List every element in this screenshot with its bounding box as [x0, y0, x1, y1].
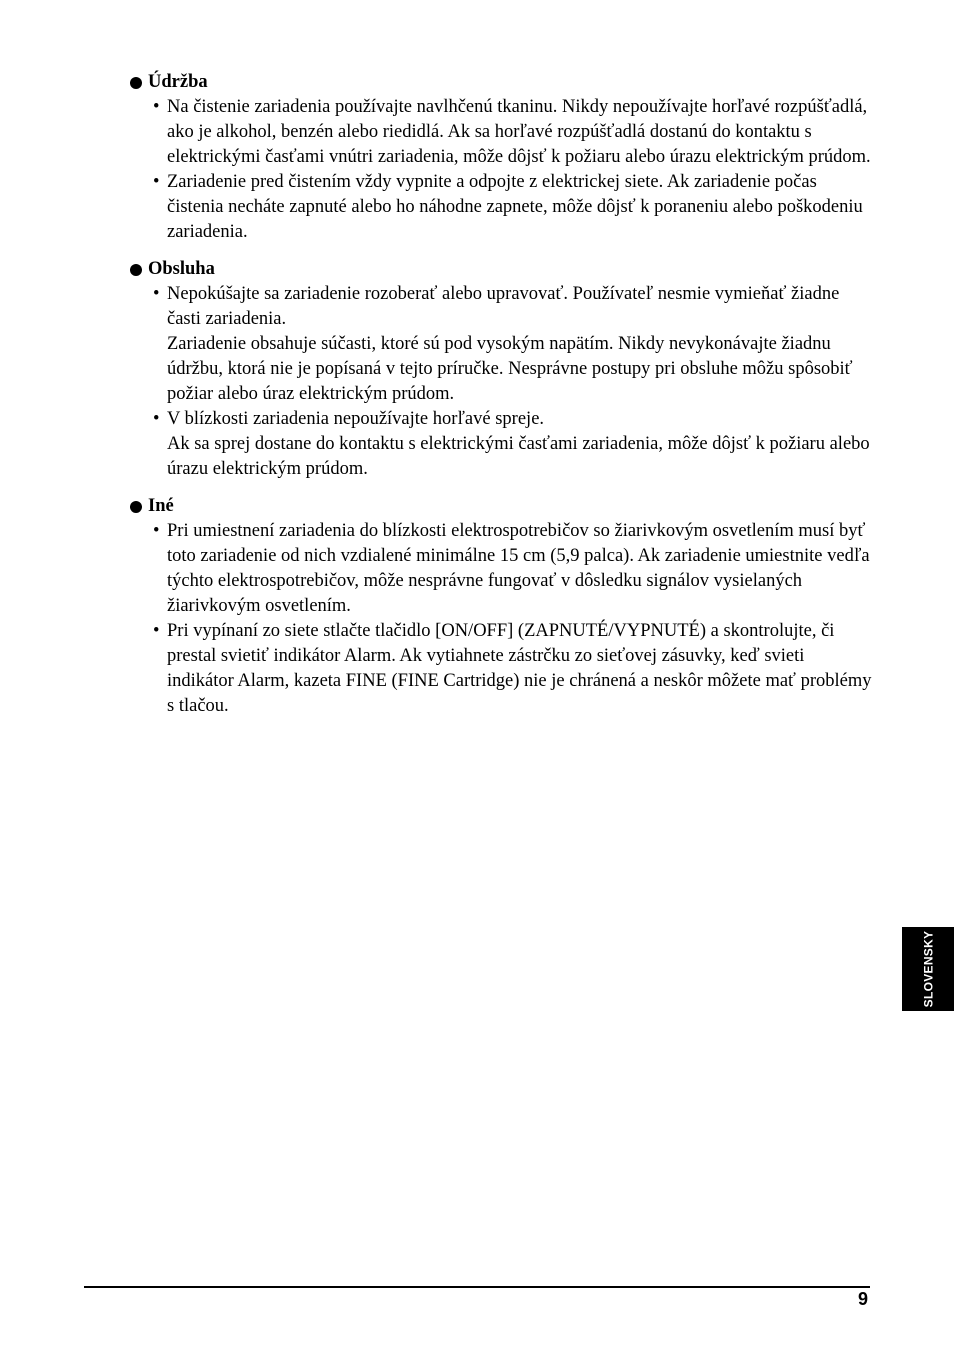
bullet-dot-icon: [130, 77, 142, 89]
list-item: [130, 170, 875, 245]
list-item: [130, 407, 875, 482]
section-heading: [130, 70, 875, 95]
list-item: [130, 95, 875, 170]
paragraph: Nepokúšajte sa zariadenie rozoberať alebo upravovať. Používateľ nesmie vymieňať žiadne časti zariadenia.: [167, 284, 840, 329]
paragraph: Zariadenie pred čistením vždy vypnite a odpojte z elektrickej siete. Ak zariadenie počas čistenia necháte zapnuté alebo ho náhodne zapnete, môže dôjsť k poraneniu alebo poškodeniu zariadenia.: [167, 172, 863, 242]
bullet-icon: •: [153, 409, 160, 429]
document-body: [130, 70, 875, 731]
list-item: [130, 619, 875, 719]
bullet-dot-icon: [130, 501, 142, 513]
language-tab-label: SLOVENSKY: [921, 930, 935, 1008]
section-title: Údržba: [148, 72, 208, 92]
paragraph: Ak sa sprej dostane do kontaktu s elektrickými časťami zariadenia, môže dôjsť k požiaru alebo úrazu elektrickým prúdom.: [167, 434, 870, 479]
section-obsluha: [130, 257, 875, 482]
paragraph: V blízkosti zariadenia nepoužívajte horľavé spreje.: [167, 409, 545, 429]
bullet-dot-icon: [130, 264, 142, 276]
list-item: [130, 519, 875, 619]
section-title: Iné: [148, 496, 174, 516]
section-udrzba: [130, 70, 875, 245]
section-heading: [130, 494, 875, 519]
bullet-icon: •: [153, 97, 160, 117]
paragraph: Zariadenie obsahuje súčasti, ktoré sú pod vysokým napätím. Nikdy nevykonávajte žiadnu údržbu, ktorá nie je popísaná v tejto príručke. Nesprávne postupy pri obsluhe môžu spôsobiť požiar alebo úraz elektrickým prúdom.: [167, 334, 853, 404]
section-title: Obsluha: [148, 259, 215, 279]
language-tab: [902, 927, 954, 1011]
bullet-icon: •: [153, 521, 160, 541]
paragraph: Pri umiestnení zariadenia do blízkosti elektrospotrebičov so žiarivkovým osvetlením musí byť toto zariadenie od nich vzdialené minimálne 15 cm (5,9 palca). Ak zariadenie umiestnite vedľa týchto elektrospotrebičov, môže nesprávne fungovať v dôsledku signálov vysielaných žiarivkovým osvetlením.: [167, 521, 870, 616]
section-heading: [130, 257, 875, 282]
bullet-icon: •: [153, 284, 160, 304]
paragraph: Pri vypínaní zo siete stlačte tlačidlo [ON/OFF] (ZAPNUTÉ/VYPNUTÉ) a skontrolujte, či prestal svietiť indikátor Alarm. Ak vytiahnete zástrčku zo sieťovej zásuvky, keď svieti indikátor Alarm, kazeta FINE (FINE Cartridge) nie je chránená a neskôr môžete mať problémy s tlačou.: [167, 621, 872, 716]
page-number: 9: [857, 1289, 868, 1309]
bullet-icon: •: [153, 621, 160, 641]
footer-divider: [84, 1286, 870, 1288]
list-item: [130, 282, 875, 407]
paragraph: Na čistenie zariadenia používajte navlhčenú tkaninu. Nikdy nepoužívajte horľavé rozpúšťadlá, ako je alkohol, benzén alebo riedidlá. Ak sa horľavé rozpúšťadlá dostanú do kontaktu s elektrickými časťami vnútri zariadenia, môže dôjsť k požiaru alebo úrazu elektrickým prúdom.: [167, 97, 871, 167]
bullet-icon: •: [153, 172, 160, 192]
section-ine: [130, 494, 875, 719]
